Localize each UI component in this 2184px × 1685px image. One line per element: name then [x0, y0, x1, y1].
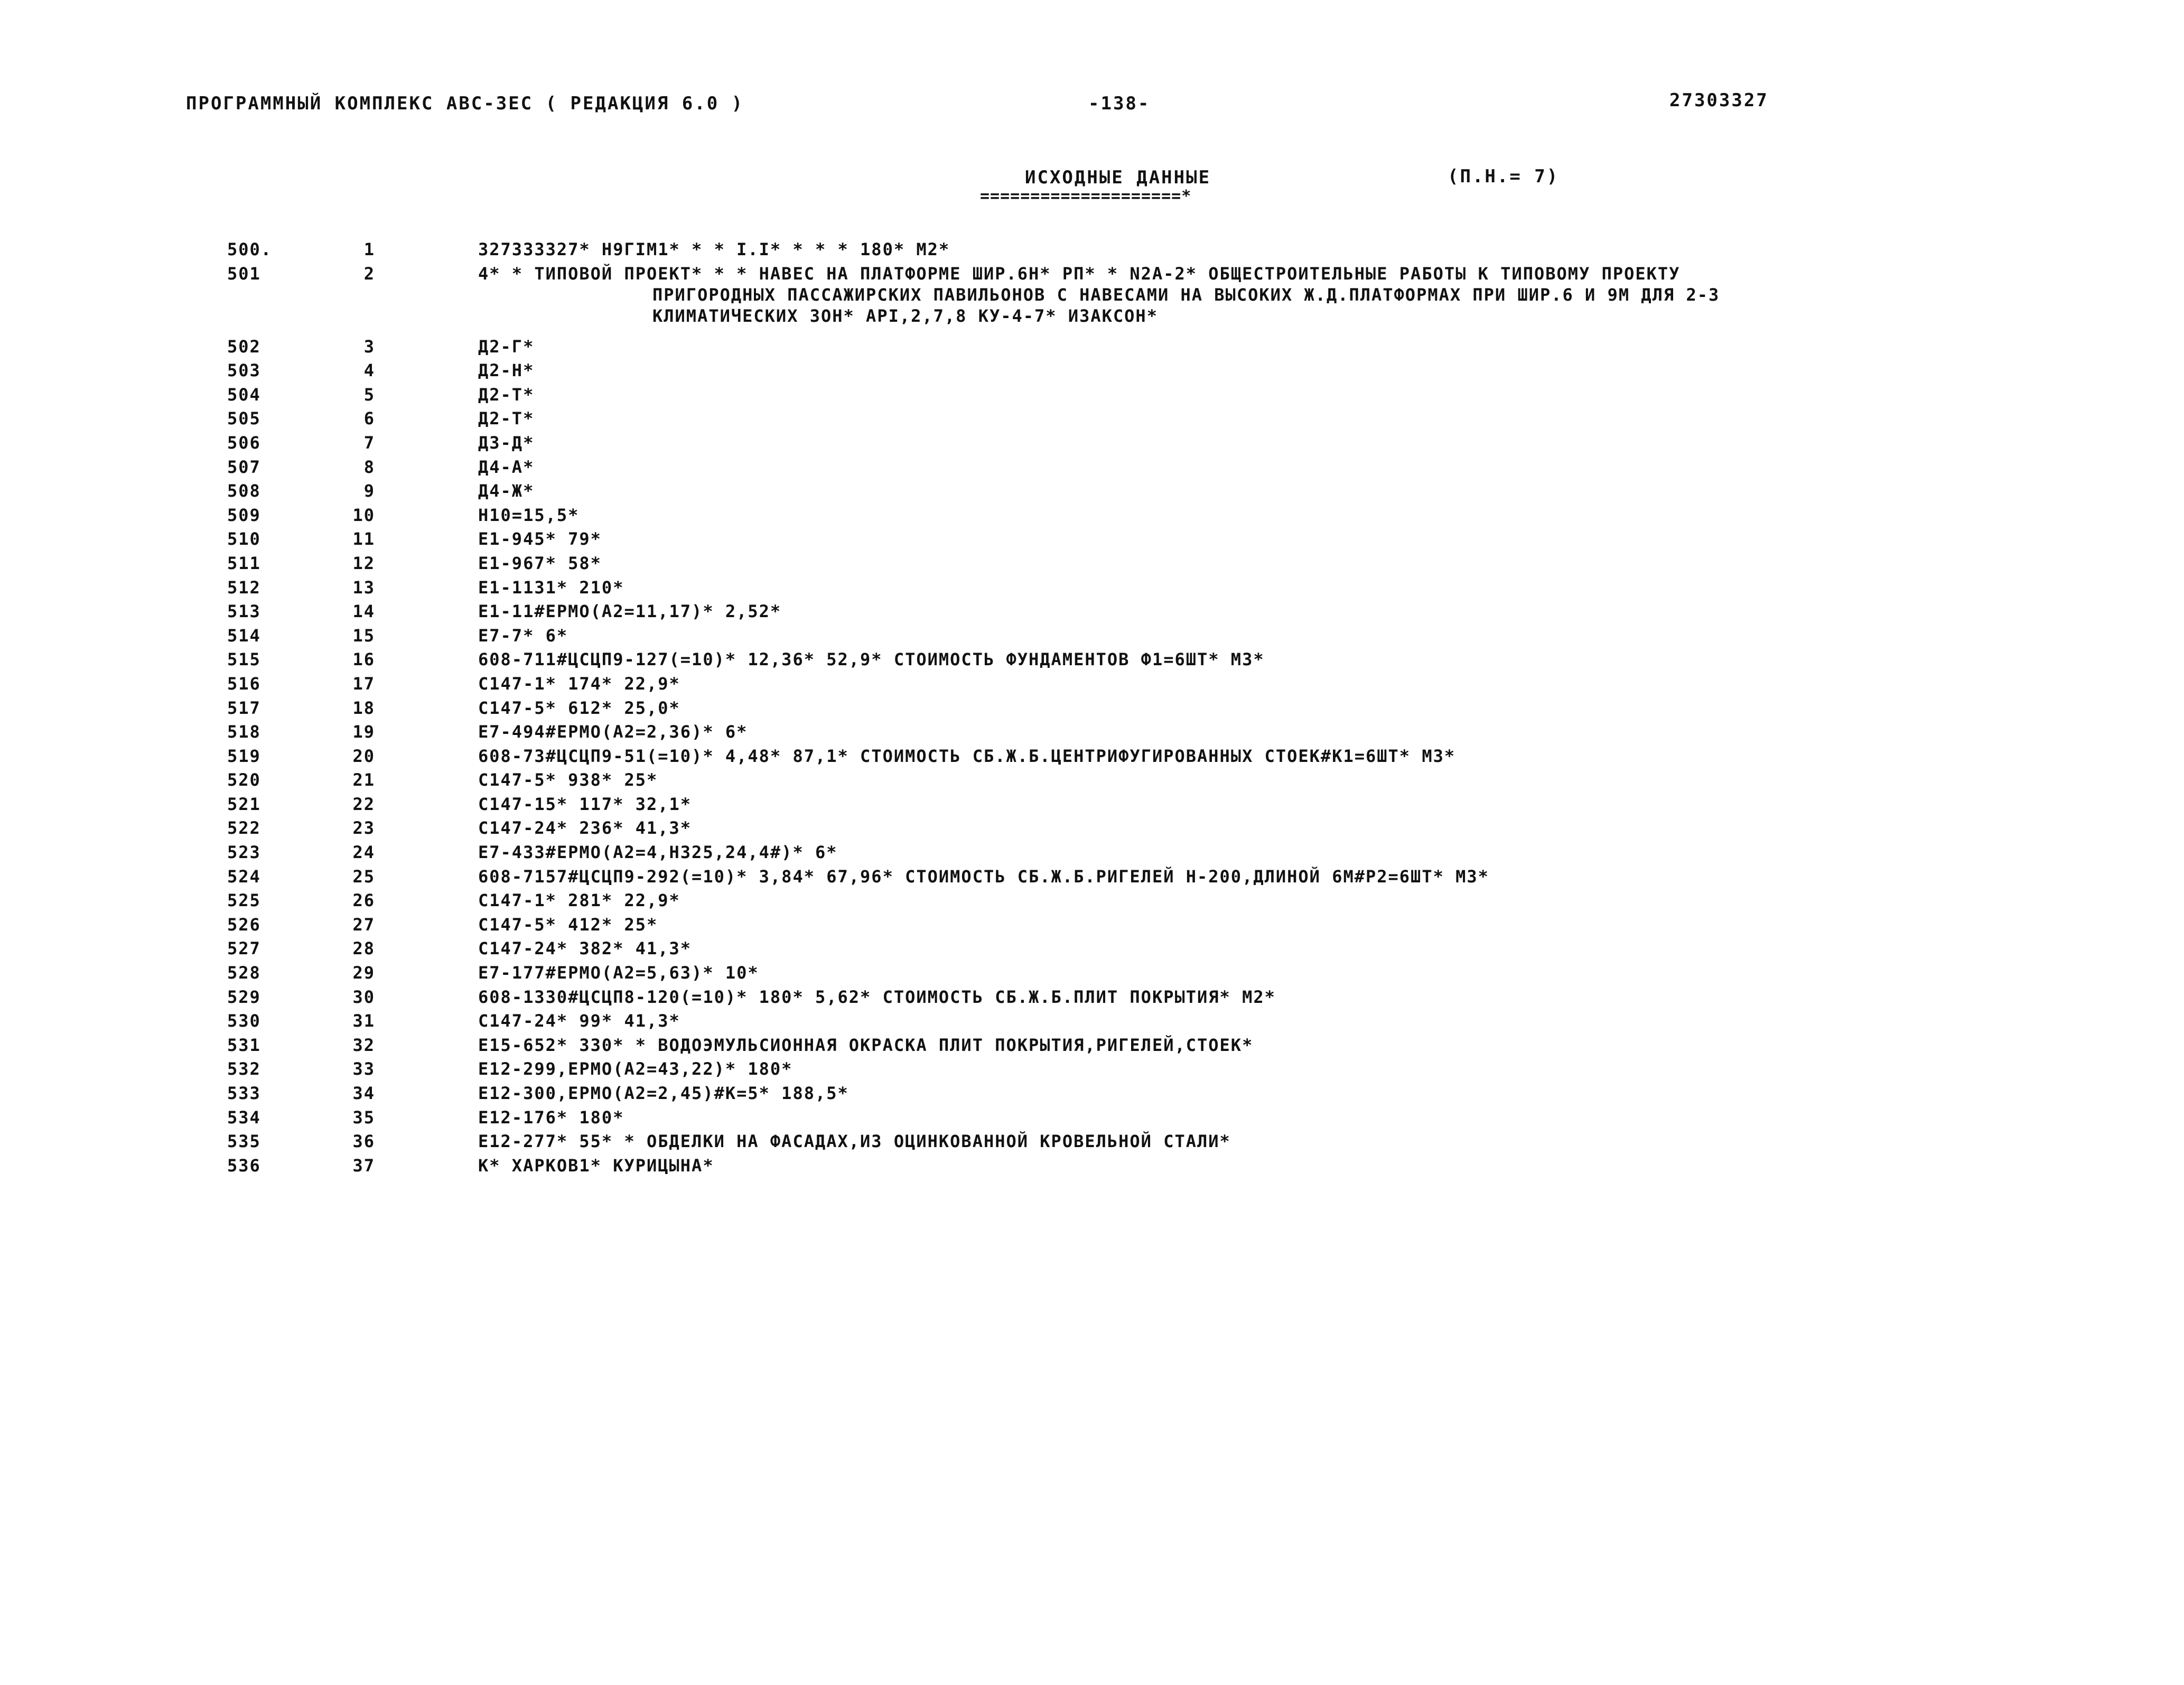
line-number: 502 — [227, 336, 261, 357]
record-text — [478, 360, 2074, 381]
listing-row — [0, 1083, 2184, 1107]
listing-row — [0, 480, 2184, 505]
sequence-number: 18 — [352, 697, 375, 718]
listing-row — [0, 1058, 2184, 1083]
record-text — [478, 505, 2074, 526]
listing-row — [0, 890, 2184, 914]
sheet-indicator: (П.Н.= 7) — [1448, 166, 1560, 187]
listing-row — [0, 746, 2184, 770]
sequence-number: 17 — [352, 673, 375, 694]
sequence-number: 29 — [352, 963, 375, 983]
record-text — [478, 746, 2074, 767]
record-text — [478, 553, 2074, 574]
listing-row — [0, 1107, 2184, 1131]
record-text-line: С147-24* 99* 41,3* — [478, 1011, 680, 1031]
record-text-line: Д3-Д* — [478, 432, 535, 453]
sequence-number: 23 — [352, 818, 375, 839]
listing-row — [0, 408, 2184, 432]
line-number: 510 — [227, 529, 261, 550]
sequence-number: 33 — [352, 1059, 375, 1079]
page-number: -138- — [1088, 93, 1151, 114]
record-text — [478, 1107, 2074, 1128]
line-number: 517 — [227, 697, 261, 718]
sequence-number: 13 — [352, 577, 375, 598]
listing-row — [0, 938, 2184, 962]
line-number: 505 — [227, 408, 261, 429]
listing-row — [0, 794, 2184, 818]
sequence-number: 24 — [352, 842, 375, 863]
listing-row — [0, 239, 2184, 263]
sequence-number: 35 — [352, 1107, 375, 1128]
sequence-number: 21 — [352, 770, 375, 790]
listing-row — [0, 962, 2184, 986]
sequence-number: 28 — [352, 938, 375, 959]
record-text-line: Е7-7* 6* — [478, 625, 568, 646]
record-text — [478, 914, 2074, 935]
sequence-number: 14 — [352, 601, 375, 622]
record-text-line: Е12-299,ЕРМО(А2=43,22)* 180* — [478, 1059, 793, 1079]
line-number: 506 — [227, 432, 261, 453]
listing-row — [0, 673, 2184, 697]
line-number: 533 — [227, 1083, 261, 1103]
listing-row — [0, 601, 2184, 625]
record-text — [478, 842, 2074, 863]
listing-row — [0, 1035, 2184, 1059]
record-text — [478, 263, 2074, 327]
document-id: 27303327 — [1669, 90, 1769, 111]
record-text — [478, 1058, 2074, 1079]
record-text-line: Д2-Н* — [478, 360, 535, 381]
listing-row — [0, 432, 2184, 457]
sequence-number: 37 — [352, 1155, 375, 1176]
record-text — [478, 457, 2074, 478]
record-text — [478, 938, 2074, 959]
record-text — [478, 986, 2074, 1008]
line-number: 526 — [227, 914, 261, 935]
listing-row — [0, 577, 2184, 601]
line-number: 503 — [227, 360, 261, 381]
sequence-number: 11 — [352, 529, 375, 550]
record-text-line: Д2-Т* — [478, 384, 535, 405]
sequence-number: 15 — [352, 625, 375, 646]
listing-row — [0, 769, 2184, 794]
line-number: 513 — [227, 601, 261, 622]
record-text-line: Е1-11#ЕРМО(А2=11,17)* 2,52* — [478, 601, 782, 622]
sequence-number: 16 — [352, 649, 375, 670]
line-number: 501 — [227, 263, 261, 284]
record-text — [478, 480, 2074, 501]
record-text — [478, 336, 2074, 357]
line-number: 528 — [227, 963, 261, 983]
record-text — [478, 408, 2074, 429]
page-title: ИСХОДНЫЕ ДАННЫЕ — [1025, 167, 1211, 188]
record-text — [478, 697, 2074, 719]
line-number: 521 — [227, 794, 261, 814]
listing-row — [0, 1131, 2184, 1155]
sequence-number: 20 — [352, 746, 375, 766]
record-text — [478, 1010, 2074, 1031]
line-number: 519 — [227, 746, 261, 766]
record-text-line: Е15-652* 330* * ВОДОЭМУЛЬСИОННАЯ ОКРАСКА ПЛИТ ПОКРЫТИЯ,РИГЕЛЕЙ,СТОЕК* — [478, 1035, 1254, 1055]
sequence-number: 34 — [352, 1083, 375, 1103]
sequence-number: 8 — [363, 457, 375, 477]
line-number: 523 — [227, 842, 261, 863]
line-number: 530 — [227, 1011, 261, 1031]
record-text-line: 327333327* Н9ГІМ1* * * І.І* * * * 180* М2* — [478, 239, 950, 259]
listing-row — [0, 697, 2184, 722]
record-text — [478, 577, 2074, 598]
sequence-number: 26 — [352, 890, 375, 911]
line-number: 500. — [227, 239, 273, 259]
listing-row — [0, 1155, 2184, 1179]
record-text-line: С147-5* 412* 25* — [478, 914, 658, 935]
listing-row — [0, 986, 2184, 1011]
sequence-number: 2 — [363, 263, 375, 284]
sequence-number: 19 — [352, 722, 375, 742]
line-number: 515 — [227, 649, 261, 670]
line-number: 507 — [227, 457, 261, 477]
record-text — [478, 1035, 2074, 1056]
sequence-number: 7 — [363, 432, 375, 453]
title-underline: ====================* — [980, 187, 1192, 206]
record-text-line: С147-24* 236* 41,3* — [478, 818, 692, 839]
sequence-number: 1 — [363, 239, 375, 259]
record-text-line: 608-1330#ЦСЦП8-120(=10)* 180* 5,62* СТОИМОСТЬ СБ.Ж.Б.ПЛИТ ПОКРЫТИЯ* М2* — [478, 986, 1276, 1007]
record-text — [478, 1083, 2074, 1104]
listing-row — [0, 649, 2184, 673]
record-continuation-line: ПРИГОРОДНЫХ ПАССАЖИРСКИХ ПАВИЛЬОНОВ С НАВЕСАМИ НА ВЫСОКИХ Ж.Д.ПЛАТФОРМАХ ПРИ ШИР.6 И 9М ДЛЯ 2-3 — [652, 284, 1720, 305]
record-text-line: Н10=15,5* — [478, 505, 580, 525]
record-text — [478, 962, 2074, 983]
sequence-number: 3 — [363, 336, 375, 357]
line-number: 534 — [227, 1107, 261, 1128]
record-text — [478, 1155, 2074, 1176]
record-text-line: Е1-945* 79* — [478, 529, 602, 550]
record-text-line: Д2-Г* — [478, 336, 535, 357]
sequence-number: 22 — [352, 794, 375, 814]
line-number: 536 — [227, 1155, 261, 1176]
record-text — [478, 866, 2074, 887]
record-text-line: Е12-300,ЕРМО(А2=2,45)#К=5* 188,5* — [478, 1083, 849, 1103]
sequence-number: 6 — [363, 408, 375, 429]
listing-row — [0, 528, 2184, 553]
sequence-number: 9 — [363, 481, 375, 501]
sequence-number: 31 — [352, 1011, 375, 1031]
record-text-line: С147-5* 938* 25* — [478, 770, 658, 790]
record-text-line: К* ХАРКОВ1* КУРИЦЫНА* — [478, 1155, 714, 1176]
record-text-line: 4* * ТИПОВОЙ ПРОЕКТ* * * НАВЕС НА ПЛАТФОРМЕ ШИР.6Н* РП* * N2А-2* ОБЩЕСТРОИТЕЛЬНЫЕ РАБОТЫ К ТИПОВОМУ ПРОЕКТУ — [478, 263, 1681, 284]
line-number: 524 — [227, 866, 261, 887]
sequence-number: 32 — [352, 1035, 375, 1055]
line-number: 511 — [227, 553, 261, 573]
sequence-number: 30 — [352, 986, 375, 1007]
sequence-number: 36 — [352, 1131, 375, 1152]
record-text — [478, 721, 2074, 742]
listing-row — [0, 360, 2184, 384]
sequence-number: 25 — [352, 866, 375, 887]
record-text-line: С147-5* 612* 25,0* — [478, 697, 680, 718]
record-text — [478, 769, 2074, 790]
record-text-line: Е7-494#ЕРМО(А2=2,36)* 6* — [478, 722, 748, 742]
line-number: 535 — [227, 1131, 261, 1152]
line-number: 516 — [227, 673, 261, 694]
record-text — [478, 625, 2074, 646]
listing-row — [0, 817, 2184, 842]
listing-row — [0, 914, 2184, 938]
record-text — [478, 673, 2074, 694]
line-number: 508 — [227, 481, 261, 501]
listing-row — [0, 384, 2184, 408]
listing-row — [0, 553, 2184, 577]
line-number: 527 — [227, 938, 261, 959]
line-number: 531 — [227, 1035, 261, 1055]
line-number: 512 — [227, 577, 261, 598]
record-text-line: Д4-Ж* — [478, 481, 535, 501]
record-text — [478, 890, 2074, 911]
record-text — [478, 649, 2074, 670]
listing-row — [0, 336, 2184, 360]
sequence-number: 5 — [363, 384, 375, 405]
record-text-line: 608-73#ЦСЦП9-51(=10)* 4,48* 87,1* СТОИМОСТЬ СБ.Ж.Б.ЦЕНТРИФУГИРОВАННЫХ СТОЕК#К1=6ШТ* М3* — [478, 746, 1456, 766]
record-text-line: Е1-1131* 210* — [478, 577, 624, 598]
listing-row — [0, 1010, 2184, 1035]
record-text — [478, 528, 2074, 550]
record-text-line: Д4-А* — [478, 457, 535, 477]
listing-row — [0, 842, 2184, 866]
sequence-number: 12 — [352, 553, 375, 573]
record-text-line: С147-1* 174* 22,9* — [478, 673, 680, 694]
record-text-line: С147-15* 117* 32,1* — [478, 794, 692, 814]
line-number: 514 — [227, 625, 261, 646]
record-text-line: С147-1* 281* 22,9* — [478, 890, 680, 911]
listing-row — [0, 263, 2184, 336]
record-text-line: Д2-Т* — [478, 408, 535, 429]
listing-row — [0, 457, 2184, 481]
record-text-line: 608-7157#ЦСЦП9-292(=10)* 3,84* 67,96* СТОИМОСТЬ СБ.Ж.Б.РИГЕЛЕЙ Н-200,ДЛИНОЙ 6М#Р2=6ШТ* М3* — [478, 866, 1489, 887]
line-number: 509 — [227, 505, 261, 525]
line-number: 522 — [227, 818, 261, 839]
record-text — [478, 384, 2074, 405]
record-text-line: Е7-177#ЕРМО(А2=5,63)* 10* — [478, 963, 759, 983]
record-text-line: Е1-967* 58* — [478, 553, 602, 573]
line-number: 525 — [227, 890, 261, 911]
record-text — [478, 432, 2074, 453]
record-text-line: С147-24* 382* 41,3* — [478, 938, 692, 959]
data-listing — [0, 239, 2184, 1179]
listing-row — [0, 625, 2184, 649]
sequence-number: 27 — [352, 914, 375, 935]
record-text — [478, 239, 2074, 260]
record-text — [478, 601, 2074, 622]
program-header: ПРОГРАММНЫЙ КОМПЛЕКС АВС-3ЕС ( РЕДАКЦИЯ 6.0 ) — [186, 93, 744, 114]
sequence-number: 10 — [352, 505, 375, 525]
line-number: 529 — [227, 986, 261, 1007]
listing-row — [0, 866, 2184, 890]
line-number: 532 — [227, 1059, 261, 1079]
record-text-line: Е12-277* 55* * ОБДЕЛКИ НА ФАСАДАХ,ИЗ ОЦИНКОВАННОЙ КРОВЕЛЬНОЙ СТАЛИ* — [478, 1131, 1231, 1152]
record-text — [478, 1131, 2074, 1152]
record-text-line: 608-711#ЦСЦП9-127(=10)* 12,36* 52,9* СТОИМОСТЬ ФУНДАМЕНТОВ Ф1=6ШТ* М3* — [478, 649, 1265, 670]
sequence-number: 4 — [363, 360, 375, 381]
record-text-line: Е7-433#ЕРМО(А2=4,Н325,24,4#)* 6* — [478, 842, 838, 863]
line-number: 518 — [227, 722, 261, 742]
record-text — [478, 794, 2074, 815]
listing-row — [0, 721, 2184, 746]
line-number: 504 — [227, 384, 261, 405]
listing-row — [0, 505, 2184, 529]
line-number: 520 — [227, 770, 261, 790]
record-continuation-line: КЛИМАТИЧЕСКИХ ЗОН* АРІ,2,7,8 КУ-4-7* ИЗАКСОН* — [652, 305, 1158, 326]
record-text-line: Е12-176* 180* — [478, 1107, 624, 1128]
record-text — [478, 817, 2074, 839]
